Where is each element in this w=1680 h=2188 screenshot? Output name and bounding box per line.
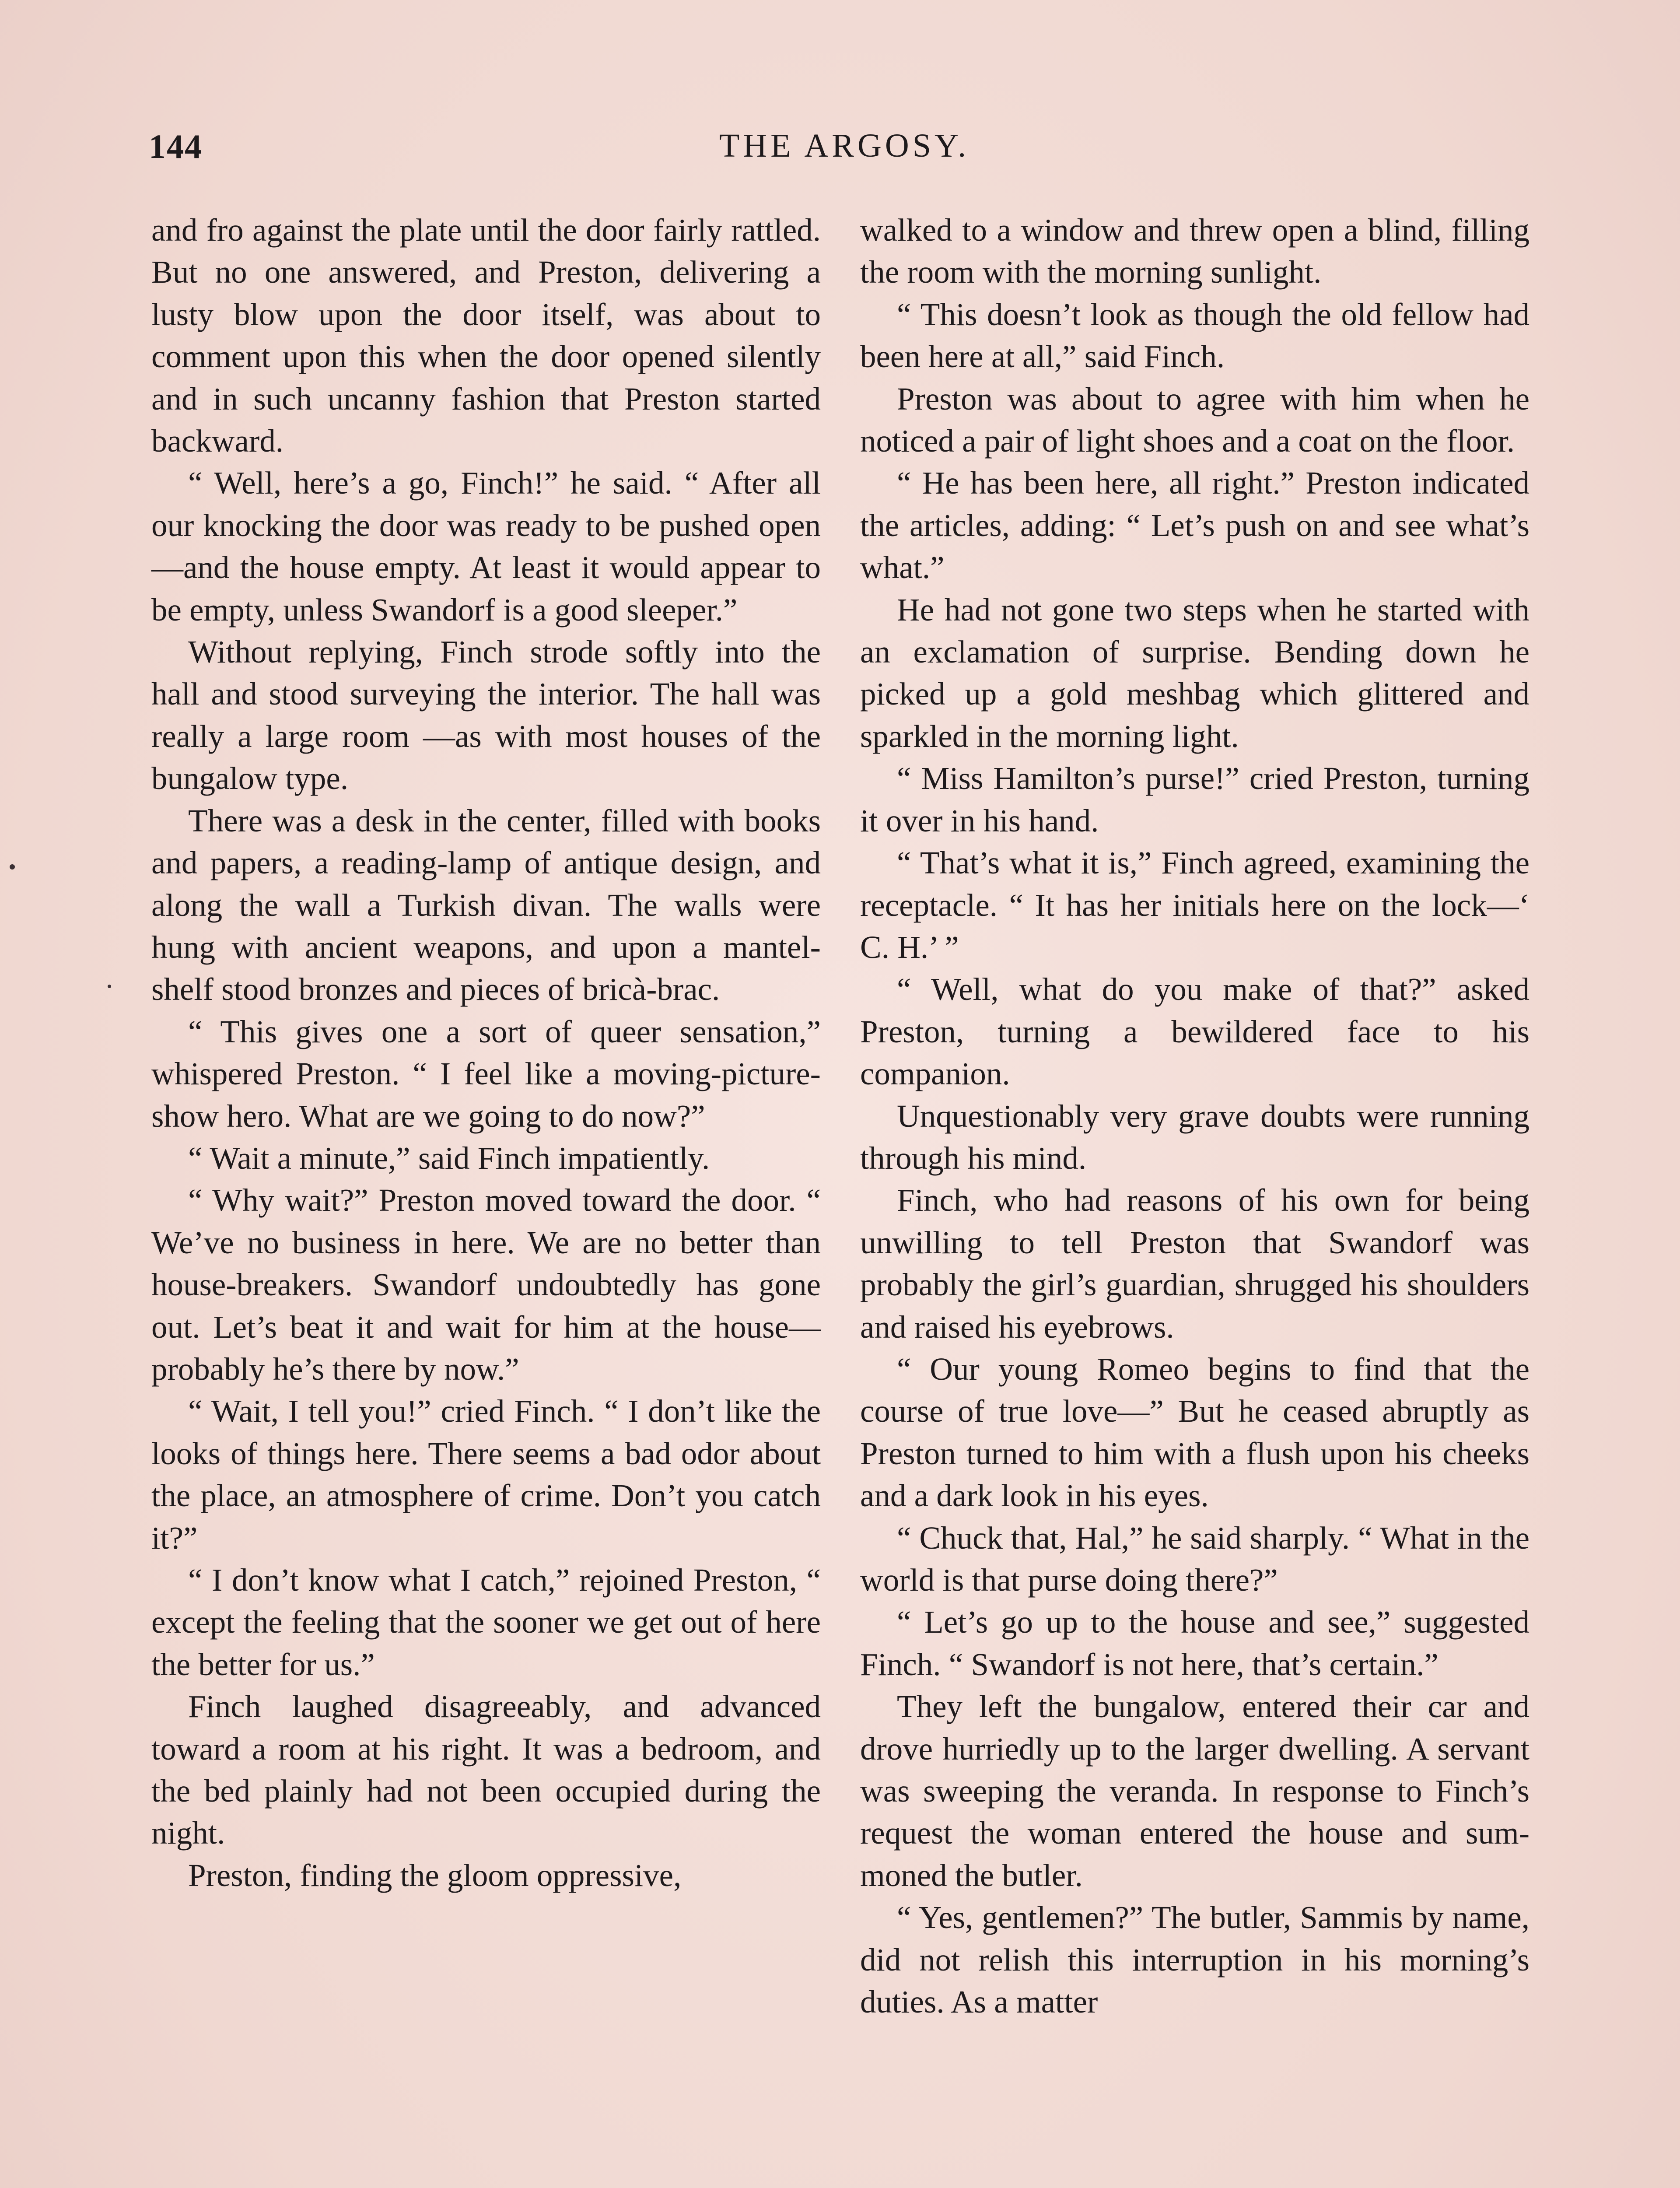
paragraph: “ This doesn’t look as though the old fellow had been here at all,” said Finch. <box>860 296 1530 375</box>
paragraph: “ I don’t know what I catch,” rejoined Preston, “ except the feeling that the sooner we get out of here the better for us.” <box>151 1562 821 1682</box>
paragraph: “ Our young Romeo begins to find that the course of true love—” But he ceased abruptly as Preston turned to him with a flush upon his cheeks and a dark look in his eyes. <box>860 1351 1530 1514</box>
paragraph: “ Well, here’s a go, Finch!” he said. “ After all our knocking the door was ready to be pushed open—and the house empty. At least it would appear to be empty, unless Swandorf is a good sleeper.” <box>151 465 821 628</box>
paragraph: “ Why wait?” Preston moved toward the door. “ We’ve no business in here. We are no better than house-breakers. Swandorf undoubtedly has gone out. Let’s beat it and wait for him at the house—probably he’s there by now.” <box>151 1182 821 1387</box>
right-text-column <box>860 209 1530 2023</box>
paragraph: Unquestionably very grave doubts were running through his mind. <box>860 1098 1530 1176</box>
paragraph: Finch, who had reasons of his own for being unwilling to tell Preston that Swandorf was probably the girl’s guardian, shrugged his shoulders and raised his eyebrows. <box>860 1182 1530 1345</box>
speck <box>108 985 111 988</box>
paragraph: They left the bungalow, entered their car and drove hurriedly up to the larger dwelling. A servant was sweeping the veranda. In response to Finch’s request the woman entered the house and summoned the butler. <box>860 1689 1530 1893</box>
paragraph: and fro against the plate until the door fairly rattled. But no one answered, and Preston, delivering a lusty blow upon the door itself, was about to comment upon this when the door opened silently and in such uncanny fashion that Preston started backward. <box>151 212 821 459</box>
paragraph: “ Miss Hamilton’s purse!” cried Preston, turning it over in his hand. <box>860 761 1530 838</box>
speck <box>10 864 15 870</box>
paragraph: walked to a window and threw open a blind, filling the room with the morning sunlight. <box>860 212 1530 290</box>
paragraph: “ Let’s go up to the house and see,” suggested Finch. “ Swandorf is not here, that’s certain.” <box>860 1604 1530 1682</box>
paragraph: There was a desk in the center, filled with books and papers, a reading-lamp of antique design, and along the wall a Turkish divan. The walls were hung with ancient weapons, and upon a mantel-shelf stood bronzes and pieces of bricà-brac. <box>151 803 821 1007</box>
paragraph: “ Wait a minute,” said Finch impatiently. <box>188 1140 710 1176</box>
paragraph: Preston was about to agree with him when he noticed a pair of light shoes and a coat on the floor. <box>860 381 1530 459</box>
paragraph: “ That’s what it is,” Finch agreed, examining the receptacle. “ It has her initials here on the lock—‘ C. H.’ ” <box>860 845 1530 965</box>
paragraph: Preston, finding the gloom oppressive, <box>188 1857 682 1893</box>
paragraph: He had not gone two steps when he started with an exclamation of surprise. Bending down he picked up a gold meshbag which glittered and sparkled in the morning light. <box>860 592 1530 754</box>
paragraph: Without replying, Finch strode softly into the hall and stood surveying the interior. The hall was really a large room —as with most houses of the bungalow type. <box>151 634 821 796</box>
page-number: 144 <box>149 127 203 165</box>
paragraph: Finch laughed disagreeably, and advanced toward a room at his right. It was a bedroom, and the bed plainly had not been occupied during the night. <box>151 1689 821 1851</box>
paragraph: “ Yes, gentlemen?” The butler, Sammis by name, did not relish this interruption in his morning’s duties. As a matter <box>860 1900 1530 2020</box>
paragraph: “ Chuck that, Hal,” he said sharply. “ What in the world is that purse doing there?” <box>860 1520 1530 1598</box>
paragraph: “ Wait, I tell you!” cried Finch. “ I don’t like the looks of things here. There seems a bad odor about the place, an atmosphere of crime. Don’t you catch it?” <box>151 1393 821 1556</box>
left-text-column <box>151 209 821 1897</box>
paragraph: “ This gives one a sort of queer sensation,” whispered Preston. “ I feel like a moving-picture-show hero. What are we going to do now?” <box>151 1013 821 1134</box>
paragraph: “ Well, what do you make of that?” asked Preston, turning a bewildered face to his companion. <box>860 971 1530 1092</box>
paragraph: “ He has been here, all right.” Preston indicated the articles, adding: “ Let’s push on and see what’s what.” <box>860 465 1530 586</box>
running-head: THE ARGOSY. <box>719 127 970 164</box>
page-header <box>149 127 1540 179</box>
